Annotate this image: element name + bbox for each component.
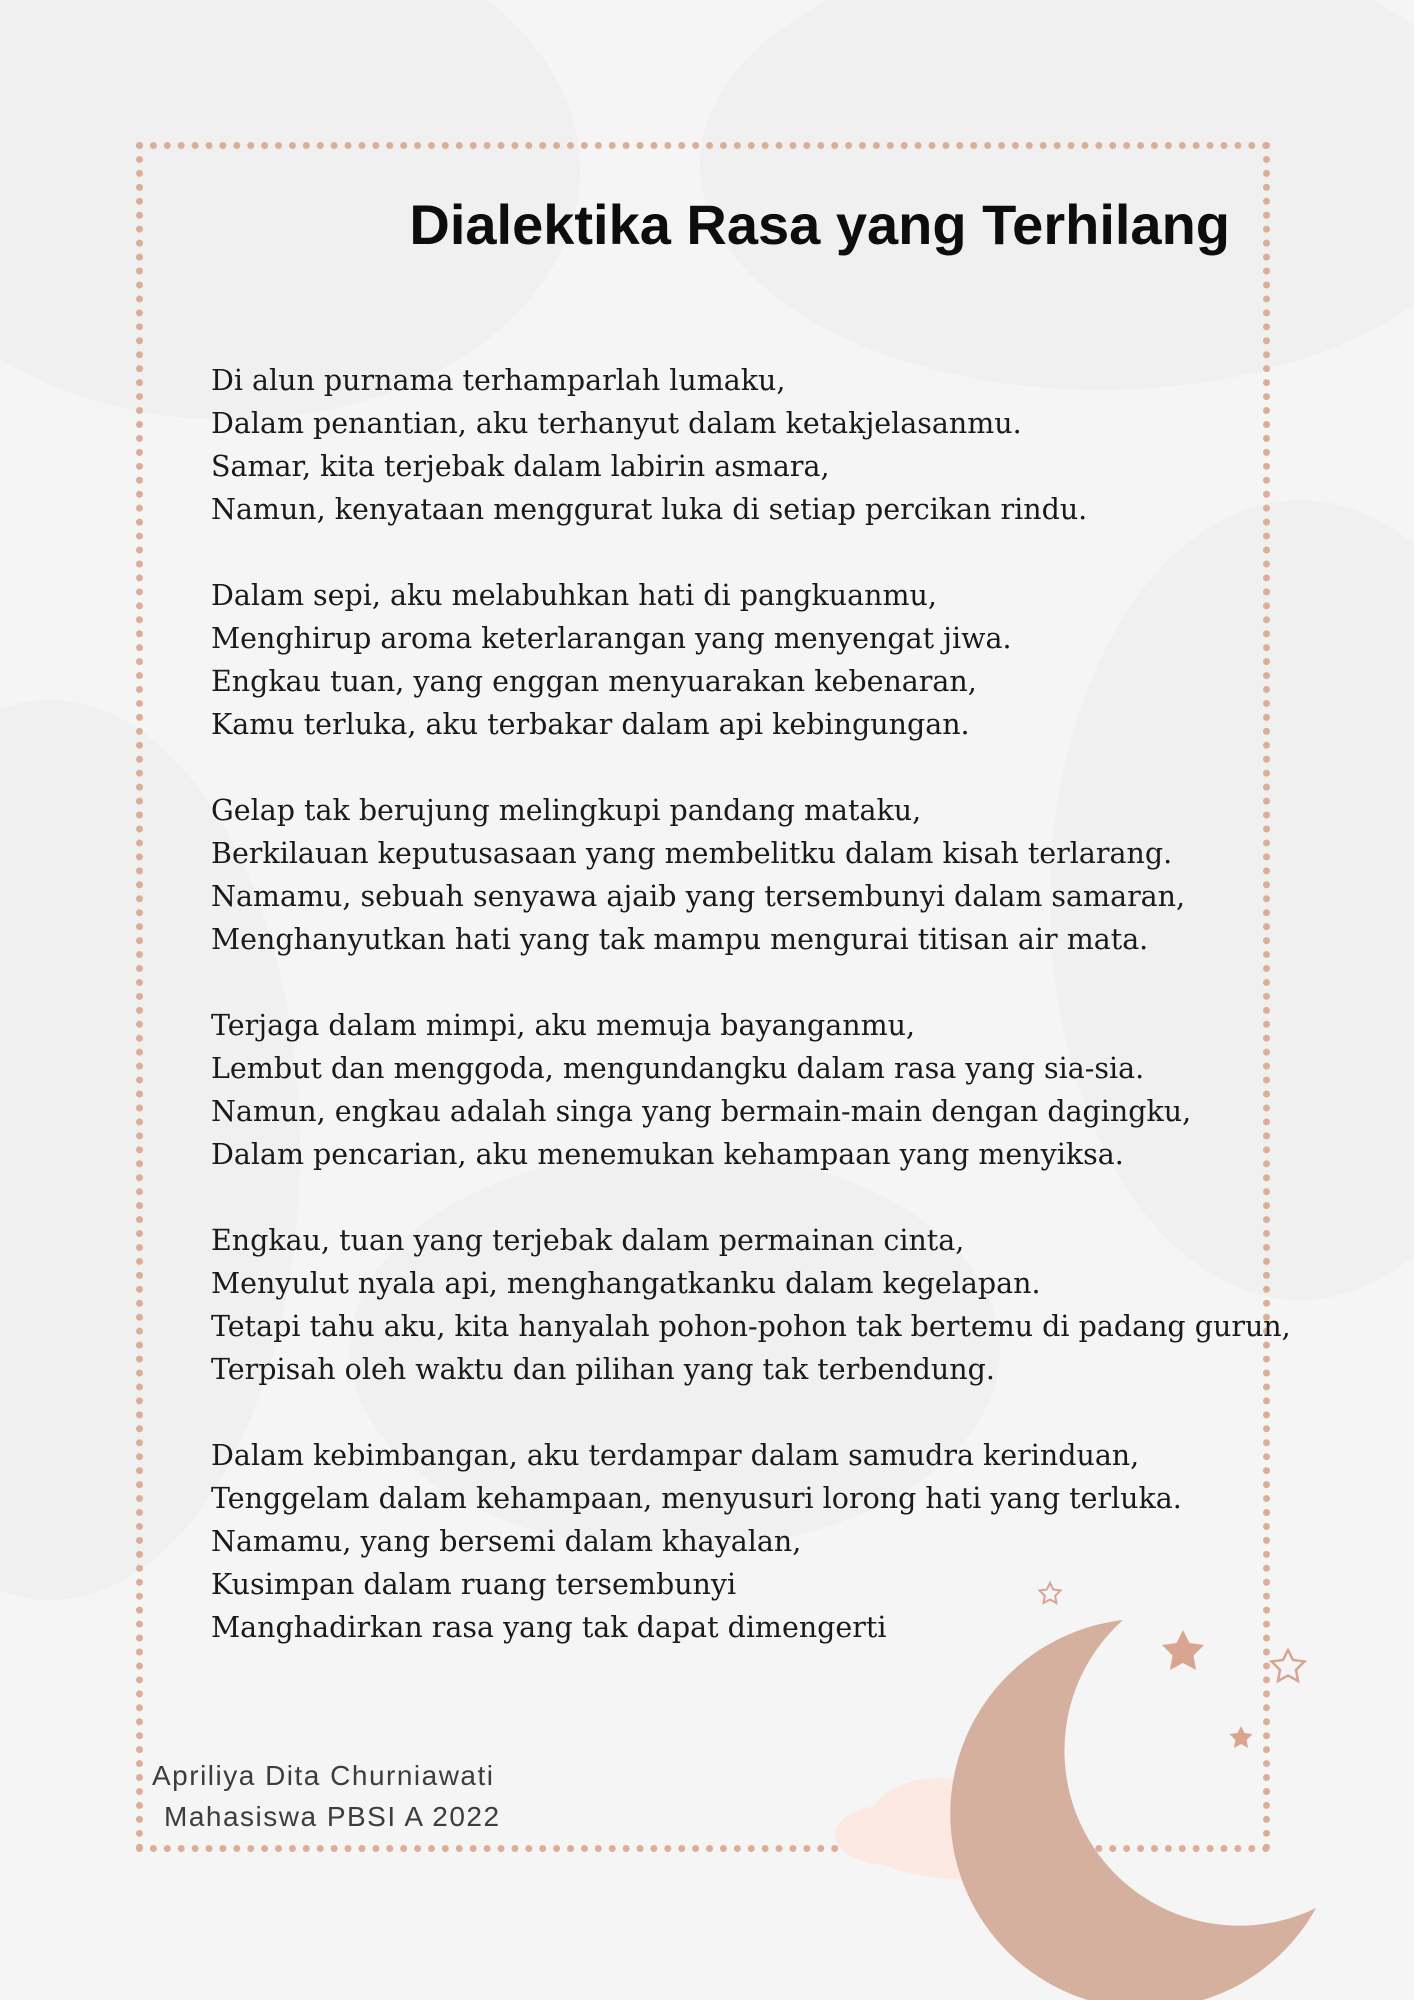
poem-line: Namun, kenyataan menggurat luka di setiap percikan rindu. xyxy=(211,493,1088,526)
poem-line: Engkau tuan, yang enggan menyuarakan kebenaran, xyxy=(211,665,977,698)
poem-line: Samar, kita terjebak dalam labirin asmara, xyxy=(211,450,830,483)
poem-line: Di alun purnama terhamparlah lumaku, xyxy=(211,364,786,397)
star-icon xyxy=(1162,1630,1204,1670)
poem-line: Tetapi tahu aku, kita hanyalah pohon-pohon tak bertemu di padang gurun, xyxy=(211,1310,1291,1343)
poem-line: Dalam pencarian, aku menemukan kehampaan yang menyiksa. xyxy=(211,1138,1124,1171)
poem-line: Dalam penantian, aku terhanyut dalam ketakjelasanmu. xyxy=(211,407,1022,440)
star-icon xyxy=(1272,1650,1305,1681)
star-icon xyxy=(1040,1583,1061,1603)
stanza-2 xyxy=(211,574,1261,746)
poem-line: Terpisah oleh waktu dan pilihan yang tak terbendung. xyxy=(211,1353,995,1386)
poem-line: Lembut dan menggoda, mengundangku dalam rasa yang sia-sia. xyxy=(211,1052,1145,1085)
author-credit xyxy=(152,1755,501,1837)
poem-line: Kusimpan dalam ruang tersembunyi xyxy=(211,1568,737,1601)
poem-line: Berkilauan keputusasaan yang membelitku dalam kisah terlarang. xyxy=(211,837,1173,870)
star-icon xyxy=(1230,1726,1253,1748)
stanza-5 xyxy=(211,1219,1291,1391)
poem-line: Dalam sepi, aku melabuhkan hati di pangkuanmu, xyxy=(211,579,937,612)
poem-line: Menyulut nyala api, menghangatkanku dalam kegelapan. xyxy=(211,1267,1041,1300)
poem-line: Dalam kebimbangan, aku terdampar dalam samudra kerinduan, xyxy=(211,1439,1140,1472)
poem-line: Tenggelam dalam kehampaan, menyusuri lorong hati yang terluka. xyxy=(211,1482,1182,1515)
poem-line: Namun, engkau adalah singa yang bermain-main dengan dagingku, xyxy=(211,1095,1192,1128)
poem-line: Engkau, tuan yang terjebak dalam permainan cinta, xyxy=(211,1224,965,1257)
stanza-3 xyxy=(211,789,1261,961)
moon-decoration xyxy=(830,1560,1330,2000)
stanza-1 xyxy=(211,359,1261,531)
crescent-moon-icon xyxy=(950,1620,1316,2000)
poem-line: Terjaga dalam mimpi, aku memuja bayanganmu, xyxy=(211,1009,916,1042)
poem-body xyxy=(211,359,1291,1692)
poem-line: Manghadirkan rasa yang tak dapat dimengerti xyxy=(211,1611,887,1644)
poem-line: Kamu terluka, aku terbakar dalam api kebingungan. xyxy=(211,708,970,741)
poem-title: Dialektika Rasa yang Terhilang xyxy=(409,193,1230,256)
poem-line: Menghanyutkan hati yang tak mampu mengurai titisan air mata. xyxy=(211,923,1149,956)
poem-line: Menghirup aroma keterlarangan yang menyengat jiwa. xyxy=(211,622,1012,655)
poem-line: Gelap tak berujung melingkupi pandang mataku, xyxy=(211,794,922,827)
poem-line: Namamu, yang bersemi dalam khayalan, xyxy=(211,1525,802,1558)
poem-line: Namamu, sebuah senyawa ajaib yang tersembunyi dalam samaran, xyxy=(211,880,1186,913)
stanza-4 xyxy=(211,1004,1261,1176)
author-role: Mahasiswa PBSI A 2022 xyxy=(164,1801,501,1832)
author-name: Apriliya Dita Churniawati xyxy=(152,1760,495,1791)
